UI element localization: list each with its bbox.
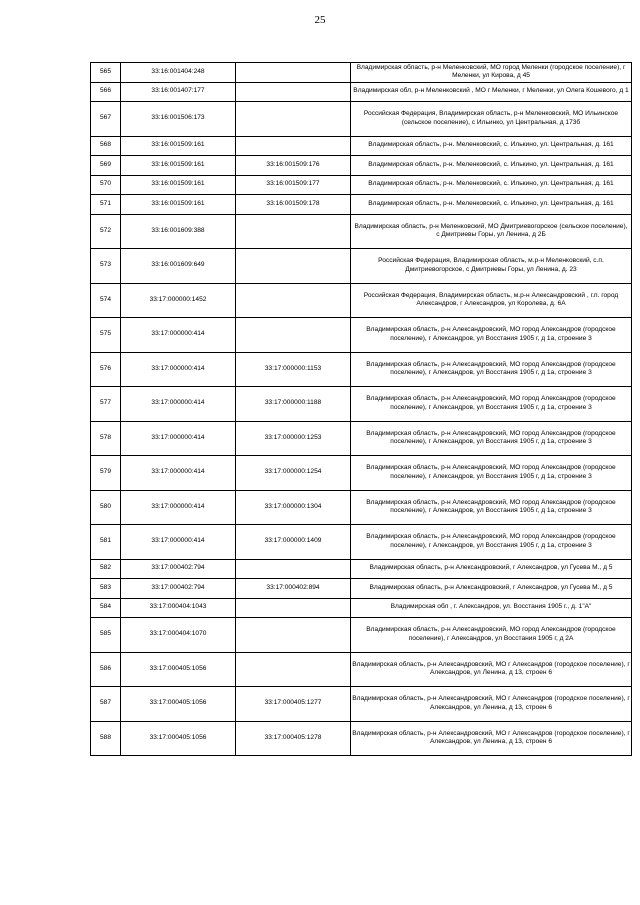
table-row bbox=[91, 687, 632, 722]
sub-cadastral-number bbox=[236, 102, 351, 137]
row-number: 578 bbox=[91, 421, 121, 456]
address: Владимирская область, р-н Александровский, МО город Александров (городское поселение), г Александров, ул Восстания 1905 г, д 1а, строение 3 bbox=[351, 352, 632, 387]
table-row bbox=[91, 352, 632, 387]
sub-cadastral-number bbox=[236, 318, 351, 353]
row-number: 572 bbox=[91, 214, 121, 249]
sub-cadastral-number: 33:17:000000:1153 bbox=[236, 352, 351, 387]
cadastral-number: 33:17:000000:414 bbox=[121, 525, 236, 560]
row-number: 570 bbox=[91, 175, 121, 195]
address: Российская Федерация, Владимирская область, м.р-н Александровский , г.п. город Александров, г Александров, ул Королева, д. 6А bbox=[351, 283, 632, 318]
table-row bbox=[91, 490, 632, 525]
cadastral-number: 33:16:001509:161 bbox=[121, 136, 236, 156]
sub-cadastral-number bbox=[236, 136, 351, 156]
row-number: 579 bbox=[91, 456, 121, 491]
cadastral-number: 33:16:001609:388 bbox=[121, 214, 236, 249]
table-row bbox=[91, 283, 632, 318]
row-number: 588 bbox=[91, 721, 121, 756]
property-table bbox=[90, 62, 632, 756]
row-number: 571 bbox=[91, 195, 121, 215]
sub-cadastral-number: 33:16:001509:176 bbox=[236, 156, 351, 176]
sub-cadastral-number: 33:17:000402:894 bbox=[236, 579, 351, 599]
table-row bbox=[91, 652, 632, 687]
cadastral-number: 33:17:000000:414 bbox=[121, 387, 236, 422]
sub-cadastral-number: 33:17:000000:1304 bbox=[236, 490, 351, 525]
cadastral-number: 33:17:000402:794 bbox=[121, 559, 236, 579]
table-row bbox=[91, 156, 632, 176]
row-number: 584 bbox=[91, 598, 121, 618]
address: Владимирская область, р-н Александровский, МО г Александров (городское поселение), г Александров, ул Ленина, д 13, строен 6 bbox=[351, 721, 632, 756]
address: Владимирская область, р-н Александровский, МО город Александров (городское поселение), г Александров, ул Восстания 1905 г, д 1а, строение 3 bbox=[351, 318, 632, 353]
table-row bbox=[91, 421, 632, 456]
sub-cadastral-number bbox=[236, 652, 351, 687]
sub-cadastral-number bbox=[236, 214, 351, 249]
cadastral-number: 33:17:000000:414 bbox=[121, 318, 236, 353]
cadastral-number: 33:16:001506:173 bbox=[121, 102, 236, 137]
sub-cadastral-number: 33:16:001509:177 bbox=[236, 175, 351, 195]
row-number: 565 bbox=[91, 63, 121, 83]
address: Владимирская область, р-н Александровский, МО г Александров (городское поселение), г Александров, ул Ленина, д 13, строен 6 bbox=[351, 652, 632, 687]
row-number: 573 bbox=[91, 249, 121, 284]
table-row bbox=[91, 387, 632, 422]
row-number: 577 bbox=[91, 387, 121, 422]
address: Владимирская область, р-н Меленковский, МО город Меленки (городское поселение), г Меленки, ул Кирова, д 45 bbox=[351, 63, 632, 83]
row-number: 583 bbox=[91, 579, 121, 599]
row-number: 586 bbox=[91, 652, 121, 687]
row-number: 576 bbox=[91, 352, 121, 387]
address: Владимирская область, р-н Александровский, МО город Александров (городское поселение), г Александров, ул Восстания 1905 г, д 1а, строение 3 bbox=[351, 387, 632, 422]
cadastral-number: 33:16:001509:161 bbox=[121, 195, 236, 215]
row-number: 575 bbox=[91, 318, 121, 353]
address: Владимирская область, р-н. Меленковский, с. Илькино, ул. Центральная, д. 161 bbox=[351, 195, 632, 215]
sub-cadastral-number: 33:17:000000:1188 bbox=[236, 387, 351, 422]
row-number: 587 bbox=[91, 687, 121, 722]
table-row bbox=[91, 598, 632, 618]
table-row bbox=[91, 249, 632, 284]
sub-cadastral-number bbox=[236, 618, 351, 653]
cadastral-number: 33:16:001509:161 bbox=[121, 175, 236, 195]
table-row bbox=[91, 525, 632, 560]
row-number: 568 bbox=[91, 136, 121, 156]
cadastral-number: 33:17:000404:1070 bbox=[121, 618, 236, 653]
address: Владимирская область, р-н Александровский, МО город Александров (городское поселение), г Александров, ул Восстания 1905 г, д 1а, строение 3 bbox=[351, 456, 632, 491]
row-number: 566 bbox=[91, 82, 121, 102]
row-number: 574 bbox=[91, 283, 121, 318]
sub-cadastral-number bbox=[236, 598, 351, 618]
cadastral-number: 33:17:000000:414 bbox=[121, 421, 236, 456]
table-row bbox=[91, 579, 632, 599]
cadastral-number: 33:17:000405:1056 bbox=[121, 721, 236, 756]
sub-cadastral-number bbox=[236, 82, 351, 102]
table-row bbox=[91, 136, 632, 156]
address: Владимирская область, р-н Александровский, МО город Александров (городское поселение), г Александров, ул Восстания 1905 г, д 1а, строение 3 bbox=[351, 421, 632, 456]
sub-cadastral-number: 33:17:000000:1253 bbox=[236, 421, 351, 456]
table-row bbox=[91, 456, 632, 491]
cadastral-number: 33:17:000405:1056 bbox=[121, 687, 236, 722]
address: Владимирская область, р-н Александровский, МО город Александров (городское поселение), г Александров, ул Восстания 1905 г, д 2А bbox=[351, 618, 632, 653]
cadastral-number: 33:16:001609:649 bbox=[121, 249, 236, 284]
cadastral-number: 33:17:000000:1452 bbox=[121, 283, 236, 318]
sub-cadastral-number bbox=[236, 559, 351, 579]
address: Владимирская область, р-н Александровский, МО город Александров (городское поселение), г Александров, ул Восстания 1905 г, д 1а, строение 3 bbox=[351, 525, 632, 560]
cadastral-number: 33:16:001407:177 bbox=[121, 82, 236, 102]
sub-cadastral-number bbox=[236, 283, 351, 318]
row-number: 580 bbox=[91, 490, 121, 525]
table-row bbox=[91, 175, 632, 195]
address: Владимирская область, р-н Александровский, г Александров, ул Гусева М., д 5 bbox=[351, 579, 632, 599]
cadastral-number: 33:17:000404:1043 bbox=[121, 598, 236, 618]
address: Владимирская область, р-н Меленковский, МО Дмитриевогорское (сельское поселение), с Дмитриевы Горы, ул Ленина, д 2Б bbox=[351, 214, 632, 249]
sub-cadastral-number: 33:17:000405:1278 bbox=[236, 721, 351, 756]
table-row bbox=[91, 214, 632, 249]
row-number: 585 bbox=[91, 618, 121, 653]
address: Владимирская область, р-н. Меленковский, с. Илькино, ул. Центральная, д. 161 bbox=[351, 136, 632, 156]
row-number: 582 bbox=[91, 559, 121, 579]
page-number: 25 bbox=[314, 14, 326, 26]
row-number: 581 bbox=[91, 525, 121, 560]
row-number: 567 bbox=[91, 102, 121, 137]
sub-cadastral-number: 33:17:000000:1409 bbox=[236, 525, 351, 560]
sub-cadastral-number bbox=[236, 249, 351, 284]
cadastral-number: 33:17:000000:414 bbox=[121, 352, 236, 387]
row-number: 569 bbox=[91, 156, 121, 176]
cadastral-number: 33:17:000402:794 bbox=[121, 579, 236, 599]
table-row bbox=[91, 721, 632, 756]
cadastral-number: 33:16:001509:161 bbox=[121, 156, 236, 176]
table-row bbox=[91, 618, 632, 653]
table-row bbox=[91, 102, 632, 137]
table-row bbox=[91, 559, 632, 579]
cadastral-number: 33:17:000000:414 bbox=[121, 490, 236, 525]
cadastral-number: 33:17:000000:414 bbox=[121, 456, 236, 491]
cadastral-number: 33:17:000405:1056 bbox=[121, 652, 236, 687]
address: Владимирская область, р-н. Меленковский, с. Илькино, ул. Центральная, д. 161 bbox=[351, 156, 632, 176]
address: Владимирская область, р-н Александровский, г Александров, ул Гусева М., д 5 bbox=[351, 559, 632, 579]
cadastral-number: 33:16:001404:248 bbox=[121, 63, 236, 83]
address: Владимирская область, р-н Александровский, МО г Александров (городское поселение), г Александров, ул Ленина, д 13, строен 6 bbox=[351, 687, 632, 722]
table-row bbox=[91, 82, 632, 102]
sub-cadastral-number: 33:17:000405:1277 bbox=[236, 687, 351, 722]
address: Российская Федерация, Владимирская область, р-н Меленковский, МО Ильинское (сельское поселение), с Ильинко, ул Центральная, д 173б bbox=[351, 102, 632, 137]
table-row bbox=[91, 318, 632, 353]
table-row bbox=[91, 195, 632, 215]
sub-cadastral-number: 33:17:000000:1254 bbox=[236, 456, 351, 491]
table-row bbox=[91, 63, 632, 83]
address: Владимирская обл , г. Александров, ул. Восстания 1905 г., д. 1"А" bbox=[351, 598, 632, 618]
address: Владимирская обл, р-н Меленковский , МО г Меленки, г Меленки, ул Олега Кошевого, д 1 bbox=[351, 82, 632, 102]
sub-cadastral-number: 33:16:001509:178 bbox=[236, 195, 351, 215]
address: Владимирская область, р-н. Меленковский, с. Илькино, ул. Центральная, д. 161 bbox=[351, 175, 632, 195]
address: Владимирская область, р-н Александровский, МО город Александров (городское поселение), г Александров, ул Восстания 1905 г, д 1а, строение 3 bbox=[351, 490, 632, 525]
address: Российская Федерация, Владимирская область, м.р-н Меленковский, с.п. Дмитриевогорское, с Дмитриевы Горы, ул Ленина, д. 23 bbox=[351, 249, 632, 284]
sub-cadastral-number bbox=[236, 63, 351, 83]
